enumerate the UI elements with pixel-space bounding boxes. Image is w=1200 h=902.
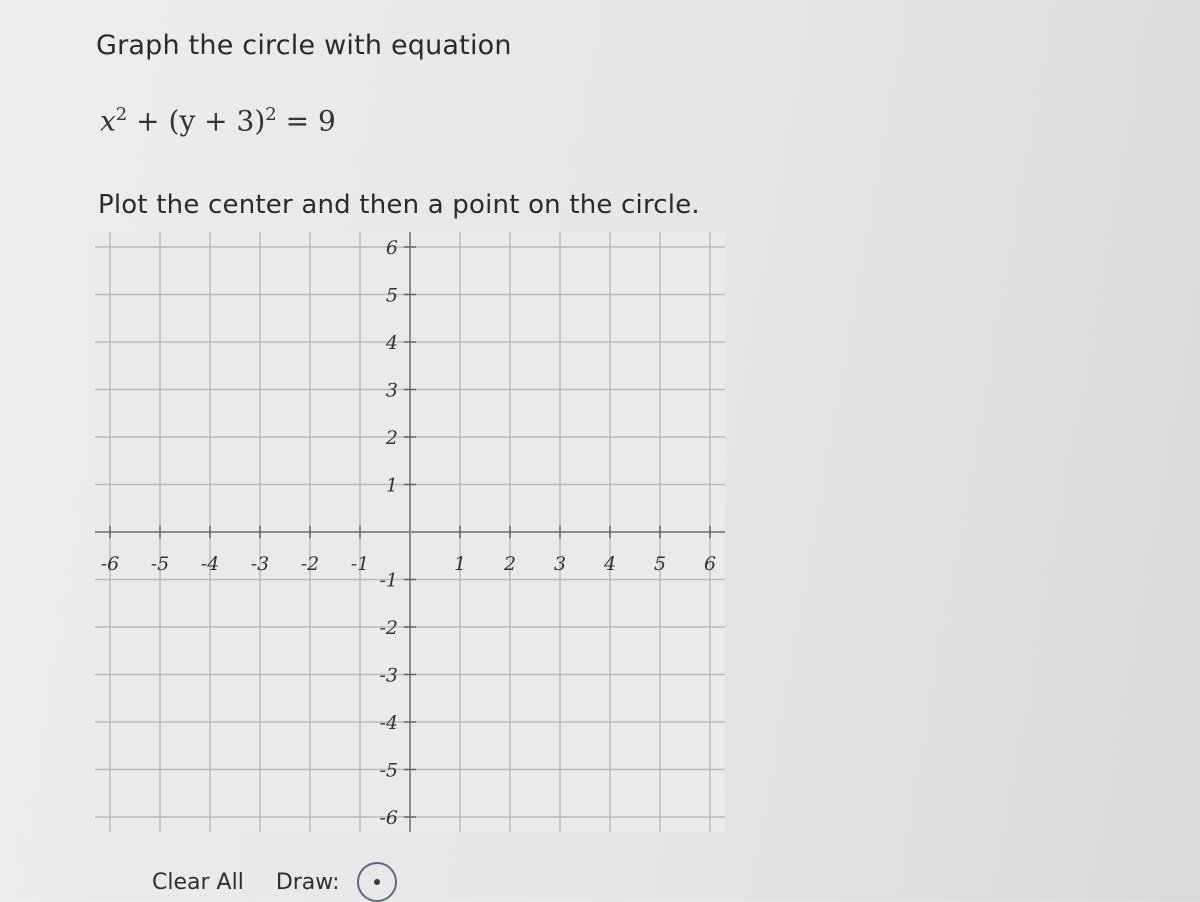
eq-x-exponent: 2 [115,104,128,125]
eq-x: x [100,104,116,138]
question-prompt: Graph the circle with equation [96,30,512,61]
instruction-text: Plot the center and then a point on the circle. [98,190,700,220]
y-tick-label: 3 [385,379,398,402]
x-tick-label: 5 [653,553,667,575]
y-tick-label: -6 [379,807,398,829]
circle-tool-icon[interactable] [357,862,397,902]
y-tick-label: 2 [385,427,398,449]
eq-y-exponent: 2 [265,104,277,125]
x-tick-label: 4 [603,553,617,575]
y-tick-label: -3 [379,664,398,687]
eq-plus: + [136,104,160,138]
y-tick-label: 6 [385,237,398,259]
y-tick-label: -2 [379,617,398,639]
graph-controls [152,862,397,902]
x-tick-label: -5 [150,553,170,575]
x-tick-label: -2 [300,553,320,575]
x-tick-label: 3 [553,553,567,575]
y-tick-label: 4 [385,332,398,354]
circle-tool-center-dot [374,879,380,885]
clear-all-button[interactable]: Clear All [152,869,244,895]
coordinate-graph[interactable] [95,232,725,832]
x-tick-label: 1 [453,553,467,575]
x-tick-label: -6 [100,553,120,575]
x-tick-label: -1 [350,553,370,575]
eq-rhs: 9 [318,104,336,138]
eq-equals: = [285,104,310,138]
y-tick-label: -4 [379,712,398,734]
y-tick-label: -1 [379,569,398,592]
y-tick-label: 1 [385,474,398,497]
circle-equation [100,104,336,137]
x-tick-label: -4 [200,553,220,575]
x-tick-label: 2 [503,553,517,575]
draw-label: Draw: [275,869,340,895]
x-tick-label: 6 [703,553,717,575]
x-tick-label: -3 [250,553,270,575]
eq-y-part: (y + 3) [168,104,266,138]
y-tick-label: 5 [385,284,398,307]
y-tick-label: -5 [379,759,398,782]
